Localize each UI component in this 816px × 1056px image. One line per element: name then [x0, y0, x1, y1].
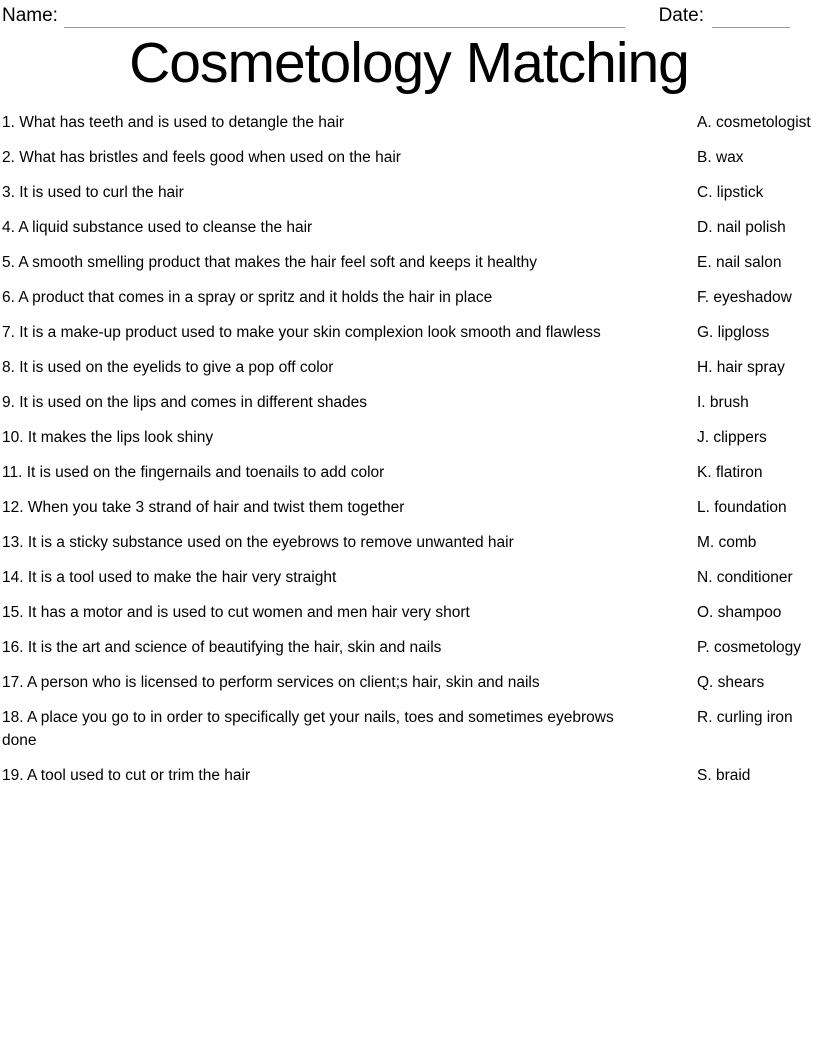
question-text: 7. It is a make-up product used to make your skin complexion look smooth and flawless	[2, 324, 601, 341]
question-text: 8. It is used on the eyelids to give a pop off color	[2, 359, 334, 376]
matching-row	[2, 671, 816, 694]
answer-text: N. conditioner	[697, 569, 793, 586]
question-text: 9. It is used on the lips and comes in different shades	[2, 394, 368, 411]
matching-row	[2, 426, 816, 449]
answer-text: E. nail salon	[697, 254, 782, 271]
matching-row	[2, 111, 816, 134]
question-text: 1. What has teeth and is used to detangle the hair	[2, 114, 345, 131]
matching-row	[2, 636, 816, 659]
answer-text: A. cosmetologist	[697, 114, 811, 131]
answer-text: Q. shears	[697, 674, 765, 691]
question-text: 18. A place you go to in order to specifically get your nails, toes and sometimes eyebrows done	[2, 709, 614, 749]
question-text: 15. It has a motor and is used to cut women and men hair very short	[2, 604, 470, 621]
matching-row	[2, 601, 816, 624]
matching-list	[2, 111, 816, 787]
matching-row	[2, 146, 816, 169]
question-text: 19. A tool used to cut or trim the hair	[2, 767, 251, 784]
question-text: 16. It is the art and science of beautifying the hair, skin and nails	[2, 639, 442, 656]
answer-text: J. clippers	[697, 429, 767, 446]
question-text: 17. A person who is licensed to perform services on client;s hair, skin and nails	[2, 674, 540, 691]
page-title: Cosmetology Matching	[129, 31, 689, 95]
answer-text: G. lipgloss	[697, 324, 770, 341]
question-text: 6. A product that comes in a spray or spritz and it holds the hair in place	[2, 289, 493, 306]
matching-row	[2, 356, 816, 379]
matching-row	[2, 216, 816, 239]
matching-row	[2, 764, 816, 787]
answer-text: B. wax	[697, 149, 744, 166]
question-text: 10. It makes the lips look shiny	[2, 429, 214, 446]
question-text: 12. When you take 3 strand of hair and twist them together	[2, 499, 405, 516]
question-text: 11. It is used on the fingernails and toenails to add color	[2, 464, 385, 481]
answer-text: D. nail polish	[697, 219, 786, 236]
matching-row	[2, 286, 816, 309]
matching-row	[2, 531, 816, 554]
name-blank-line	[64, 6, 625, 28]
answer-text: M. comb	[697, 534, 757, 551]
question-text: 5. A smooth smelling product that makes the hair feel soft and keeps it healthy	[2, 254, 538, 271]
answer-text: S. braid	[697, 767, 751, 784]
matching-row	[2, 496, 816, 519]
date-label: Date:	[658, 5, 704, 26]
question-text: 4. A liquid substance used to cleanse the hair	[2, 219, 313, 236]
answer-text: C. lipstick	[697, 184, 764, 201]
matching-row	[2, 321, 816, 344]
question-text: 2. What has bristles and feels good when used on the hair	[2, 149, 401, 166]
answer-text: P. cosmetology	[697, 639, 801, 656]
answer-text: F. eyeshadow	[697, 289, 792, 306]
matching-row	[2, 566, 816, 589]
date-blank-line	[712, 6, 790, 28]
answer-text: R. curling iron	[697, 709, 793, 726]
matching-row	[2, 461, 816, 484]
header	[2, 4, 816, 28]
matching-row	[2, 251, 816, 274]
matching-row	[2, 391, 816, 414]
answer-text: K. flatiron	[697, 464, 763, 481]
answer-text: H. hair spray	[697, 359, 785, 376]
answer-text: O. shampoo	[697, 604, 782, 621]
question-text: 13. It is a sticky substance used on the eyebrows to remove unwanted hair	[2, 534, 514, 551]
name-label: Name:	[2, 5, 58, 26]
matching-row	[2, 706, 816, 752]
answer-text: I. brush	[697, 394, 749, 411]
question-text: 14. It is a tool used to make the hair very straight	[2, 569, 337, 586]
answer-text: L. foundation	[697, 499, 787, 516]
question-text: 3. It is used to curl the hair	[2, 184, 184, 201]
matching-row	[2, 181, 816, 204]
